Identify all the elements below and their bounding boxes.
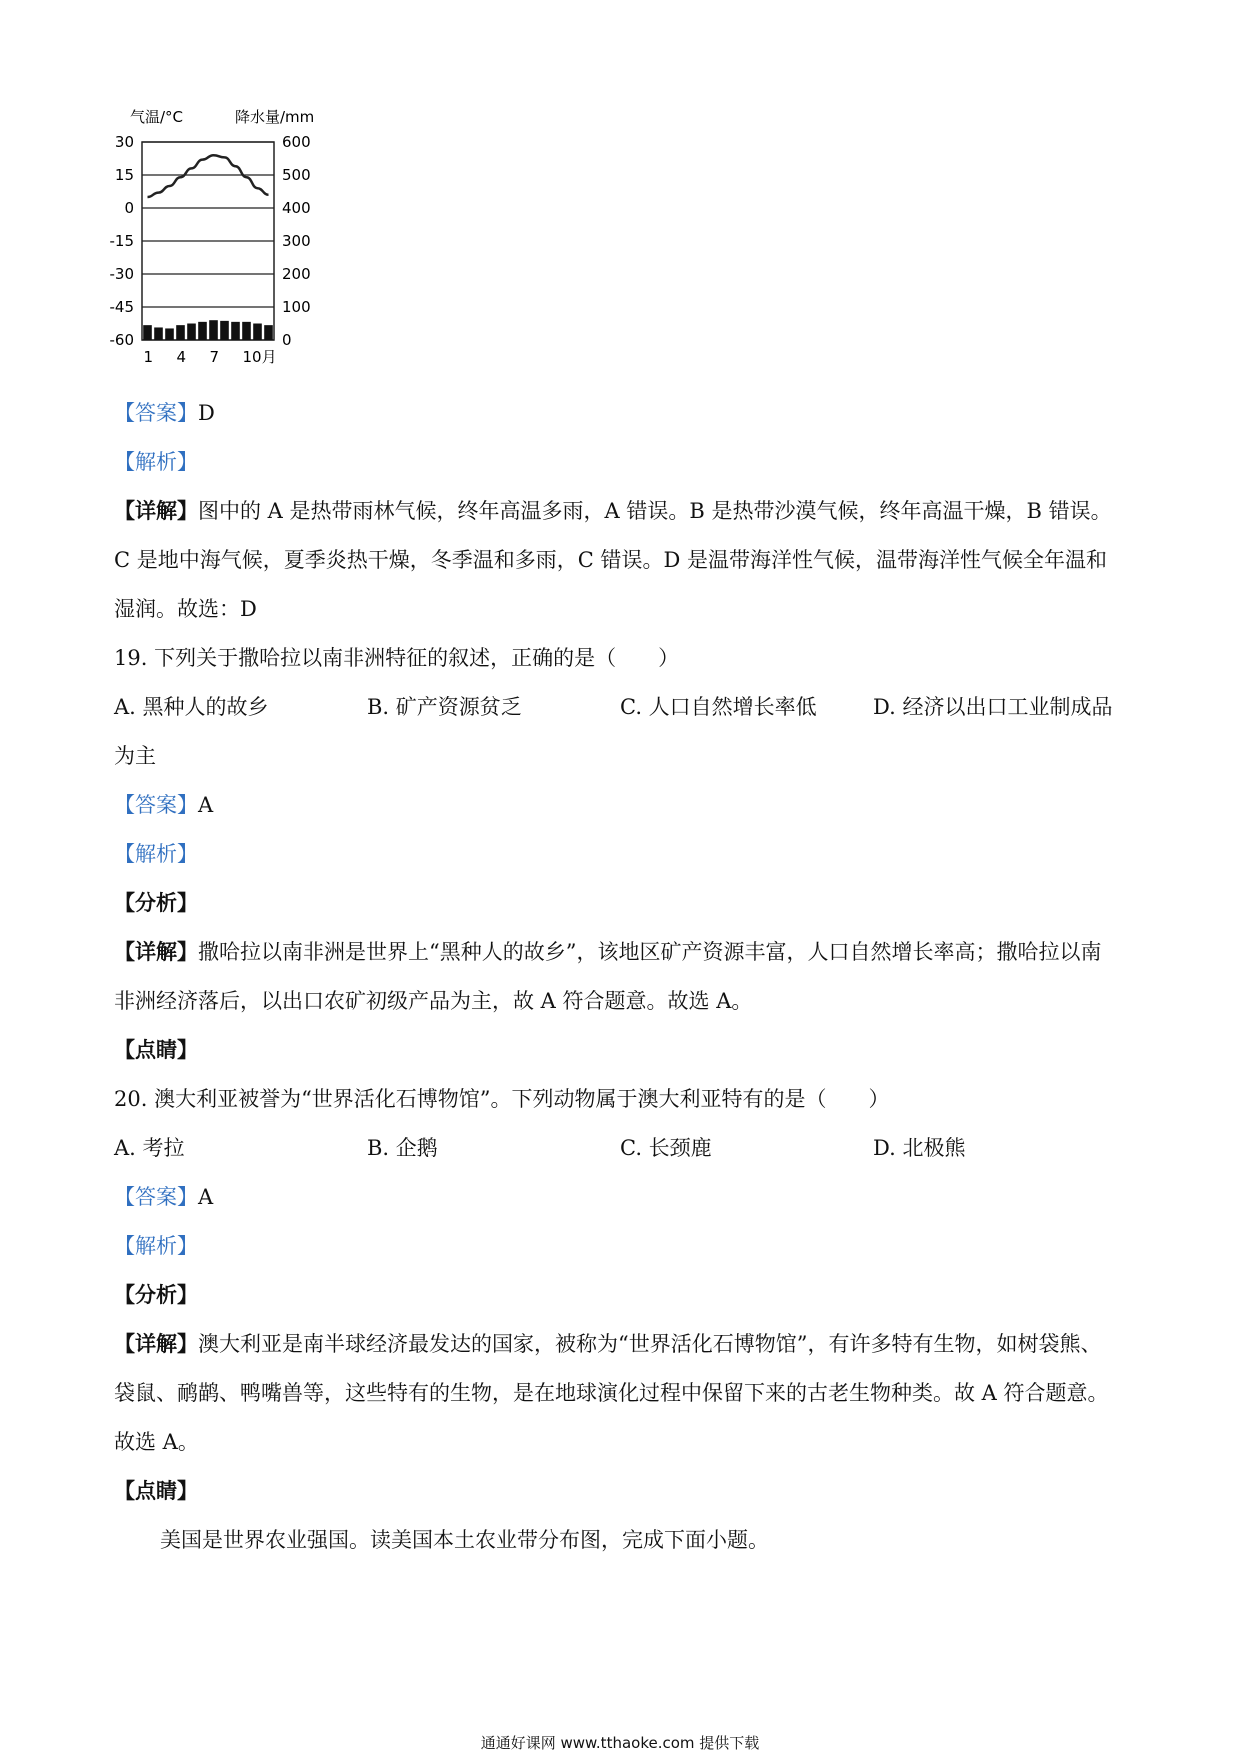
q20-option-a: A. 考拉 — [114, 1136, 185, 1160]
q19-fenxi-tag: 【分析】 — [114, 890, 198, 915]
precipitation-bar — [187, 324, 196, 341]
q19-detail-text-1: 撒哈拉以南非洲是世界上“黑种人的故乡”，该地区矿产资源丰富，人口自然增长率高；撒哈拉以南 — [198, 940, 1102, 964]
q20-answer-tag: 【答案】 — [114, 1185, 198, 1209]
q19-analysis-tag: 【解析】 — [114, 842, 198, 866]
chart-y-right-label: 降水量/mm — [235, 108, 315, 126]
q19-dianjing-tag: 【点睛】 — [114, 1037, 198, 1062]
q18-detail-tag: 【详解】 — [114, 498, 198, 523]
q19-option-c: C. 人口自然增长率低 — [620, 695, 817, 719]
precipitation-bars — [143, 320, 273, 340]
temperature-curve — [148, 155, 269, 197]
precipitation-bar — [176, 325, 185, 340]
q20-detail-tag: 【详解】 — [114, 1331, 198, 1356]
precipitation-bar — [165, 328, 174, 340]
q19-detail-line-1 — [114, 937, 1101, 967]
q19-detail-line-2: 非洲经济落后，以出口农矿初级产品为主，故 A 符合题意。故选 A。 — [114, 989, 753, 1013]
q18-detail-text-1: 图中的 A 是热带雨林气候，终年高温多雨，A 错误。B 是热带沙漠气候，终年高温干燥，B 错误。 — [198, 499, 1112, 523]
q20-option-d: D. 北极熊 — [873, 1136, 966, 1160]
page-footer: 通通好课网 www.tthaoke.com 提供下载 — [480, 1734, 760, 1752]
q19-option-b: B. 矿产资源贫乏 — [367, 695, 522, 719]
y-right-tick-label: 500 — [282, 166, 311, 184]
q18-answer-tag: 【答案】 — [114, 401, 198, 425]
next-section-intro: 美国是世界农业强国。读美国本土农业带分布图，完成下面小题。 — [160, 1528, 769, 1552]
x-tick-label: 1 — [143, 348, 154, 366]
precipitation-bar — [198, 322, 207, 340]
y-left-tick-label: 0 — [124, 199, 134, 217]
q19-stem: 19. 下列关于撒哈拉以南非洲特征的叙述，正确的是（ ） — [114, 646, 680, 670]
y-left-tick-label: 30 — [114, 133, 134, 151]
precipitation-bar — [231, 322, 240, 340]
y-left-tick-label: -45 — [109, 298, 134, 316]
q19-answer-tag: 【答案】 — [114, 793, 198, 817]
y-right-tick-label: 200 — [282, 265, 311, 283]
y-left-tick-label: -60 — [109, 331, 134, 349]
q20-option-b: B. 企鹅 — [367, 1136, 438, 1160]
q19-option-d: D. 经济以出口工业制成品 — [873, 695, 1113, 719]
q18-analysis-tag: 【解析】 — [114, 450, 198, 474]
precipitation-bar — [264, 325, 273, 340]
y-left-tick-label: -15 — [109, 232, 134, 250]
climate-chart — [108, 108, 338, 373]
q20-detail-text-1: 澳大利亚是南半球经济最发达的国家，被称为“世界活化石博物馆”，有许多特有生物，如树袋熊、 — [198, 1332, 1102, 1356]
q19-answer: A — [198, 793, 214, 817]
precipitation-bar — [154, 327, 163, 340]
q20-detail-line-3: 故选 A。 — [114, 1430, 199, 1454]
q18-answer-line — [114, 398, 215, 428]
y-left-tick-label: -30 — [109, 265, 134, 283]
q19-answer-line — [114, 790, 213, 820]
q18-answer: D — [198, 401, 215, 425]
x-tick-label: 7 — [209, 348, 220, 366]
q20-dianjing-tag: 【点睛】 — [114, 1478, 198, 1503]
q20-fenxi-tag: 【分析】 — [114, 1282, 198, 1307]
q19-option-d-cont: 为主 — [114, 744, 156, 768]
q20-option-c: C. 长颈鹿 — [620, 1136, 712, 1160]
q20-detail-line-2: 袋鼠、鸸鹋、鸭嘴兽等，这些特有的生物，是在地球演化过程中保留下来的古老生物种类。故 A 符合题意。 — [114, 1381, 1109, 1405]
q18-detail-line-1 — [114, 496, 1112, 526]
precipitation-bar — [209, 320, 218, 340]
q20-stem: 20. 澳大利亚被誉为“世界活化石博物馆”。下列动物属于澳大利亚特有的是（ ） — [114, 1087, 890, 1111]
y-right-tick-label: 0 — [282, 331, 292, 349]
y-right-tick-label: 400 — [282, 199, 311, 217]
q20-answer-line — [114, 1182, 213, 1212]
q20-detail-line-1 — [114, 1329, 1101, 1359]
chart-y-left-label: 气温/°C — [130, 108, 184, 126]
x-tick-label: 10月 — [242, 348, 277, 366]
chart-grid — [142, 142, 274, 340]
q18-detail-line-2: C 是地中海气候，夏季炎热干燥，冬季温和多雨，C 错误。D 是温带海洋性气候，温带海洋性气候全年温和 — [114, 548, 1107, 572]
precipitation-bar — [242, 322, 251, 340]
x-tick-label: 4 — [176, 348, 187, 366]
precipitation-bar — [143, 325, 152, 340]
precipitation-bar — [253, 324, 262, 341]
q19-detail-tag: 【详解】 — [114, 939, 198, 964]
q19-option-a: A. 黑种人的故乡 — [114, 695, 269, 719]
q20-answer: A — [198, 1185, 214, 1209]
y-right-tick-label: 600 — [282, 133, 311, 151]
precipitation-bar — [220, 321, 229, 340]
y-right-tick-label: 300 — [282, 232, 311, 250]
y-right-tick-label: 100 — [282, 298, 311, 316]
q20-analysis-tag: 【解析】 — [114, 1234, 198, 1258]
q18-detail-line-3: 湿润。故选：D — [114, 597, 257, 621]
y-left-tick-label: 15 — [114, 166, 134, 184]
